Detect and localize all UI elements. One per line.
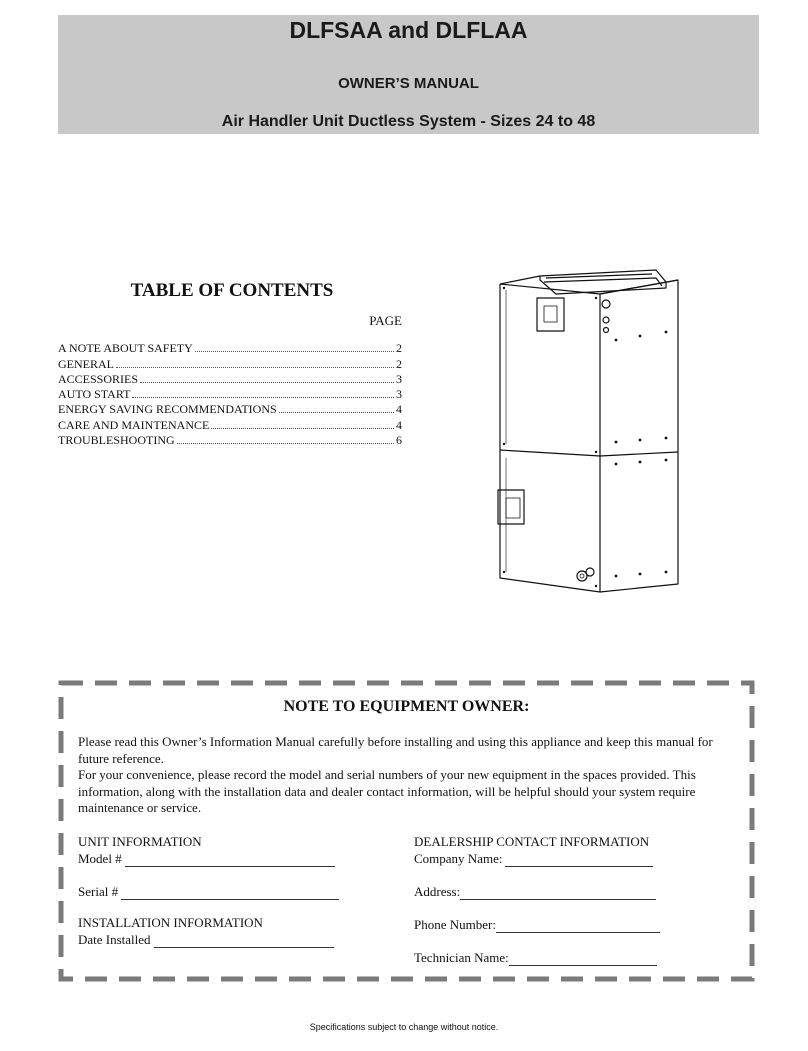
toc-entry bbox=[58, 372, 402, 387]
toc-entry-page: 2 bbox=[396, 356, 402, 371]
toc-entry-page: 4 bbox=[396, 402, 402, 417]
toc-entry-page: 3 bbox=[396, 387, 402, 402]
toc-entry-label: AUTO START bbox=[58, 387, 131, 402]
installation-info-section bbox=[78, 914, 334, 948]
toc-entry-label: CARE AND MAINTENANCE bbox=[58, 417, 210, 432]
toc-entry-label: A NOTE ABOUT SAFETY bbox=[58, 341, 193, 356]
date-installed-label: Date Installed bbox=[78, 932, 151, 947]
toc-entry-page: 4 bbox=[396, 417, 402, 432]
toc-entry bbox=[58, 417, 402, 432]
toc-leader bbox=[116, 366, 394, 368]
note-box bbox=[58, 680, 755, 982]
toc-leader bbox=[132, 396, 394, 398]
technician-name-input-line[interactable] bbox=[509, 953, 657, 966]
toc-title: TABLE OF CONTENTS bbox=[130, 280, 334, 301]
serial-label: Serial # bbox=[78, 884, 119, 899]
note-title: NOTE TO EQUIPMENT OWNER: bbox=[283, 698, 530, 715]
toc-leader bbox=[177, 442, 394, 444]
document-description: Air Handler Unit Ductless System - Sizes 24 to 48 bbox=[221, 113, 596, 130]
note-body bbox=[78, 734, 746, 817]
toc-entry-label: ENERGY SAVING RECOMMENDATIONS bbox=[58, 402, 277, 417]
toc-entry bbox=[58, 387, 402, 402]
phone-number-label: Phone Number: bbox=[414, 917, 496, 932]
toc-entry bbox=[58, 356, 402, 371]
toc-list bbox=[58, 341, 402, 448]
phone-number-field[interactable] bbox=[414, 916, 660, 933]
phone-number-input-line[interactable] bbox=[496, 920, 660, 933]
toc-entry-label: TROUBLESHOOTING bbox=[58, 433, 175, 448]
address-field[interactable] bbox=[414, 883, 660, 900]
technician-name-label: Technician Name: bbox=[414, 950, 509, 965]
installation-info-heading: INSTALLATION INFORMATION bbox=[78, 915, 263, 930]
toc-entry-page: 3 bbox=[396, 371, 402, 386]
toc-entry-label: GENERAL bbox=[58, 356, 114, 371]
address-label: Address: bbox=[414, 884, 461, 899]
dealer-info-section bbox=[414, 833, 660, 966]
date-installed-input-line[interactable] bbox=[154, 935, 334, 948]
model-field[interactable] bbox=[78, 850, 339, 867]
company-name-field[interactable] bbox=[414, 850, 660, 867]
note-paragraph: Please read this Owner’s Information Manual carefully before installing and using this appliance and keep this manual for future reference. bbox=[78, 734, 713, 766]
footer-note: Specifications subject to change without notice. bbox=[309, 1022, 499, 1032]
date-installed-field[interactable] bbox=[78, 931, 334, 948]
address-input-line[interactable] bbox=[460, 887, 656, 900]
unit-info-section bbox=[78, 833, 339, 900]
dealer-info-heading: DEALERSHIP CONTACT INFORMATION bbox=[414, 834, 650, 849]
serial-field[interactable] bbox=[78, 883, 339, 900]
technician-name-field[interactable] bbox=[414, 949, 660, 966]
company-name-input-line[interactable] bbox=[505, 854, 653, 867]
model-input-line[interactable] bbox=[125, 854, 335, 867]
air-handler-drawing bbox=[496, 268, 686, 598]
toc-leader bbox=[140, 381, 394, 383]
toc-entry-page: 2 bbox=[396, 341, 402, 356]
toc-entry-label: ACCESSORIES bbox=[58, 371, 139, 386]
serial-input-line[interactable] bbox=[121, 887, 339, 900]
unit-info-heading: UNIT INFORMATION bbox=[78, 834, 202, 849]
document-title: DLFSAA and DLFLAA bbox=[289, 17, 528, 43]
model-label: Model # bbox=[78, 851, 122, 866]
toc-leader bbox=[195, 350, 394, 352]
toc-leader bbox=[211, 427, 394, 429]
toc-entry-page: 6 bbox=[396, 433, 402, 448]
toc-leader bbox=[279, 411, 394, 413]
toc-entry bbox=[58, 433, 402, 448]
company-name-label: Company Name: bbox=[414, 851, 503, 866]
toc-page-label: PAGE bbox=[369, 313, 402, 328]
toc-entry bbox=[58, 341, 402, 356]
note-paragraph: For your convenience, please record the model and serial numbers of your new equipment in the spaces provided. This information, along with the installation data and dealer contact information, will be helpful should your system require maintenance or service. bbox=[78, 767, 696, 815]
document-subtitle: OWNER’S MANUAL bbox=[338, 75, 479, 92]
header-banner bbox=[58, 15, 759, 134]
toc-entry bbox=[58, 402, 402, 417]
